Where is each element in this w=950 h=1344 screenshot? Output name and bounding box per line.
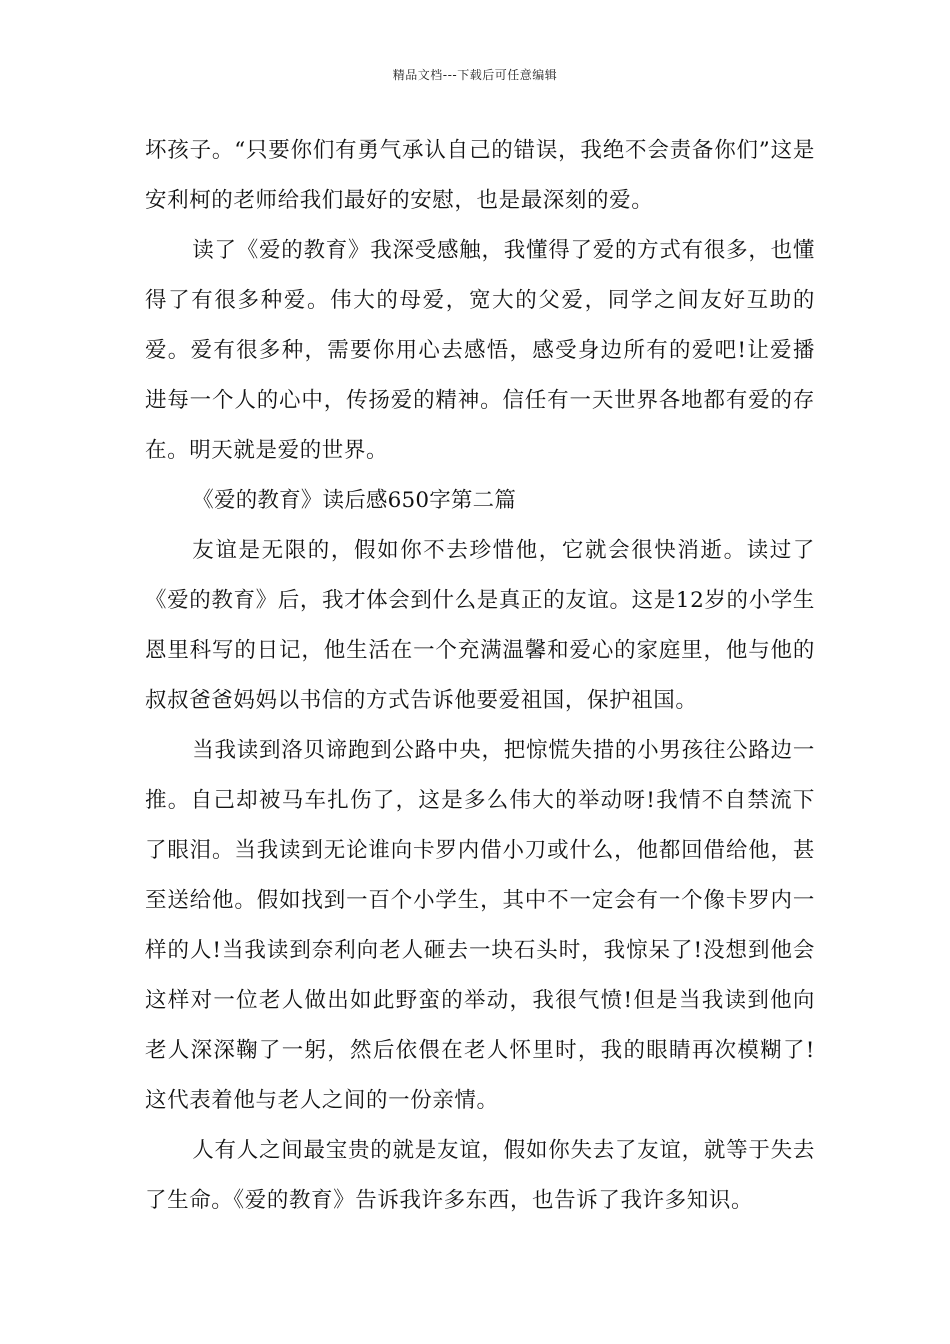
paragraph-continuation: 坏孩子。“只要你们有勇气承认自己的错误，我绝不会责备你们”这是安利柯的老师给我们最好的安慰，也是最深刻的爱。 [145, 138, 815, 213]
paragraph: 当我读到洛贝谛跑到公路中央，把惊慌失措的小男孩往公路边一推。自己却被马车扎伤了，这是多么伟大的举动呀!我情不自禁流下了眼泪。当我读到无论谁向卡罗内借小刀或什么，他都回借给他，甚至送给他。假如找到一百个小学生，其中不一定会有一个像卡罗内一样的人!当我读到奈利向老人砸去一块石头时，我惊呆了!没想到他会这样对一位老人做出如此野蛮的举动，我很气愤!但是当我读到他向老人深深鞠了一躬，然后依偎在老人怀里时，我的眼睛再次模糊了!这代表着他与老人之间的一份亲情。 [145, 738, 815, 1113]
section-title: 《爱的教育》读后感650字第二篇 [192, 488, 517, 513]
paragraph: 读了《爱的教育》我深受感触，我懂得了爱的方式有很多，也懂得了有很多种爱。伟大的母爱，宽大的父爱，同学之间友好互助的爱。爱有很多种，需要你用心去感悟，感受身边所有的爱吧!让爱播进每一个人的心中，传扬爱的精神。信任有一天世界各地都有爱的存在。明天就是爱的世界。 [145, 238, 815, 463]
paragraph: 友谊是无限的，假如你不去珍惜他，它就会很快消逝。读过了《爱的教育》后，我才体会到什么是真正的友谊。这是12岁的小学生恩里科写的日记，他生活在一个充满温馨和爱心的家庭里，他与他的叔叔爸爸妈妈以书信的方式告诉他要爱祖国，保护祖国。 [145, 538, 815, 713]
paragraph: 人有人之间最宝贵的就是友谊，假如你失去了友谊，就等于失去了生命。《爱的教育》告诉我许多东西，也告诉了我许多知识。 [145, 1138, 815, 1213]
document-body [145, 126, 815, 1226]
page-header: 精品文档---下载后可任意编辑 [392, 68, 558, 82]
